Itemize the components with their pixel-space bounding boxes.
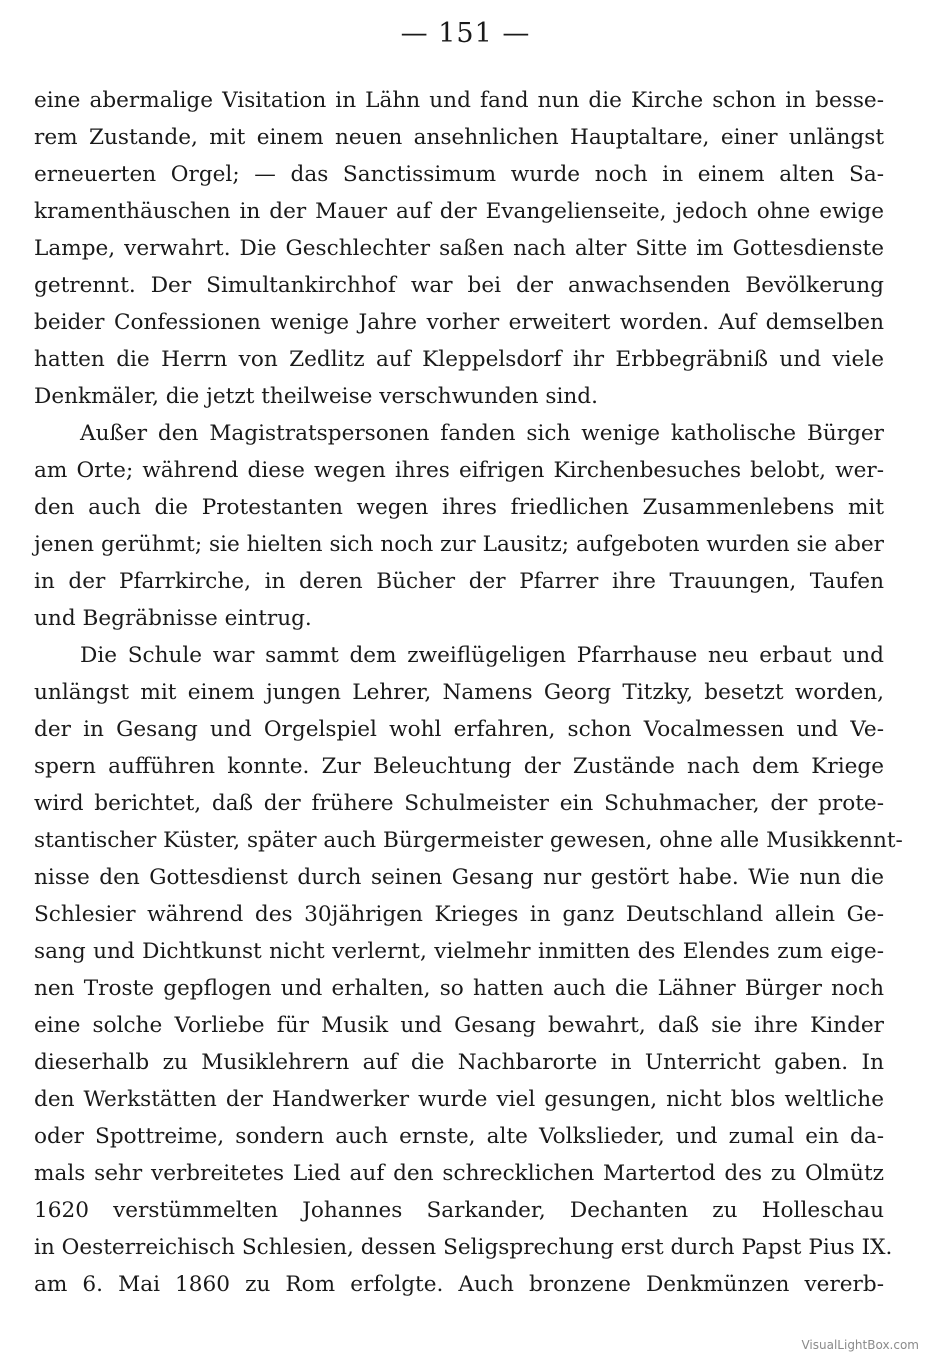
text-line: nen Troste gepflogen und erhalten, so hatten auch die Lähner Bürger noch [34, 976, 884, 1001]
text-line: oder Spottreime, sondern auch ernste, alte Volkslieder, und zumal ein da- [34, 1124, 884, 1149]
text-line: eine abermalige Visitation in Lähn und fand nun die Kirche schon in besse- [34, 88, 884, 113]
text-line: beider Confessionen wenige Jahre vorher erweitert worden. Auf demselben [34, 310, 884, 335]
text-line: mals sehr verbreitetes Lied auf den schrecklichen Martertod des zu Olmütz [34, 1161, 884, 1186]
text-line: der in Gesang und Orgelspiel wohl erfahren, schon Vocalmessen und Ve- [34, 717, 884, 742]
text-line: kramenthäuschen in der Mauer auf der Evangelienseite, jedoch ohne ewige [34, 199, 884, 224]
text-line: in der Pfarrkirche, in deren Bücher der Pfarrer ihre Trauungen, Taufen [34, 569, 884, 594]
text-line: rem Zustande, mit einem neuen ansehnlichen Hauptaltare, einer unlängst [34, 125, 884, 150]
text-line: jenen gerühmt; sie hielten sich noch zur Lausitz; aufgeboten wurden sie aber [34, 532, 884, 557]
text-line: Schlesier während des 30jährigen Krieges in ganz Deutschland allein Ge- [34, 902, 884, 927]
text-line: in Oesterreichisch Schlesien, dessen Seligsprechung erst durch Papst Pius IX. [34, 1235, 893, 1260]
text-line: Denkmäler, die jetzt theilweise verschwunden sind. [34, 384, 598, 409]
text-line: am 6. Mai 1860 zu Rom erfolgte. Auch bronzene Denkmünzen vererb- [34, 1272, 884, 1297]
text-line: nisse den Gottesdienst durch seinen Gesang nur gestört habe. Wie nun die [34, 865, 884, 890]
text-line: Die Schule war sammt dem zweiflügeligen Pfarrhause neu erbaut und [80, 643, 884, 668]
text-line: und Begräbnisse eintrug. [34, 606, 312, 631]
text-line: erneuerten Orgel; — das Sanctissimum wurde noch in einem alten Sa- [34, 162, 884, 187]
text-line: den auch die Protestanten wegen ihres friedlichen Zusammenlebens mit [34, 495, 884, 520]
text-line: dieserhalb zu Musiklehrern auf die Nachbarorte in Unterricht gaben. In [34, 1050, 884, 1075]
text-line: stantischer Küster, später auch Bürgermeister gewesen, ohne alle Musikkennt- [34, 828, 903, 853]
text-line: sang und Dichtkunst nicht verlernt, vielmehr inmitten des Elendes zum eige- [34, 939, 884, 964]
text-line: am Orte; während diese wegen ihres eifrigen Kirchenbesuches belobt, wer- [34, 458, 884, 483]
text-line: Lampe, verwahrt. Die Geschlechter saßen nach alter Sitte im Gottesdienste [34, 236, 884, 261]
text-line: eine solche Vorliebe für Musik und Gesang bewahrt, daß sie ihre Kinder [34, 1013, 884, 1038]
text-line: Außer den Magistratspersonen fanden sich wenige katholische Bürger [80, 421, 884, 446]
body-text [34, 82, 903, 1303]
page-number: — 151 — [400, 18, 531, 49]
watermark: VisualLightBox.com [801, 1338, 919, 1352]
text-line: den Werkstätten der Handwerker wurde viel gesungen, nicht blos weltliche [34, 1087, 884, 1112]
text-line: 1620 verstümmelten Johannes Sarkander, Dechanten zu Holleschau [34, 1198, 884, 1223]
text-line: wird berichtet, daß der frühere Schulmeister ein Schuhmacher, der prote- [34, 791, 884, 816]
text-line: spern aufführen konnte. Zur Beleuchtung der Zustände nach dem Kriege [34, 754, 884, 779]
text-line: unlängst mit einem jungen Lehrer, Namens Georg Titzky, besetzt worden, [34, 680, 884, 705]
text-line: hatten die Herrn von Zedlitz auf Kleppelsdorf ihr Erbbegräbniß und viele [34, 347, 884, 372]
text-line: getrennt. Der Simultankirchhof war bei der anwachsenden Bevölkerung [34, 273, 884, 298]
